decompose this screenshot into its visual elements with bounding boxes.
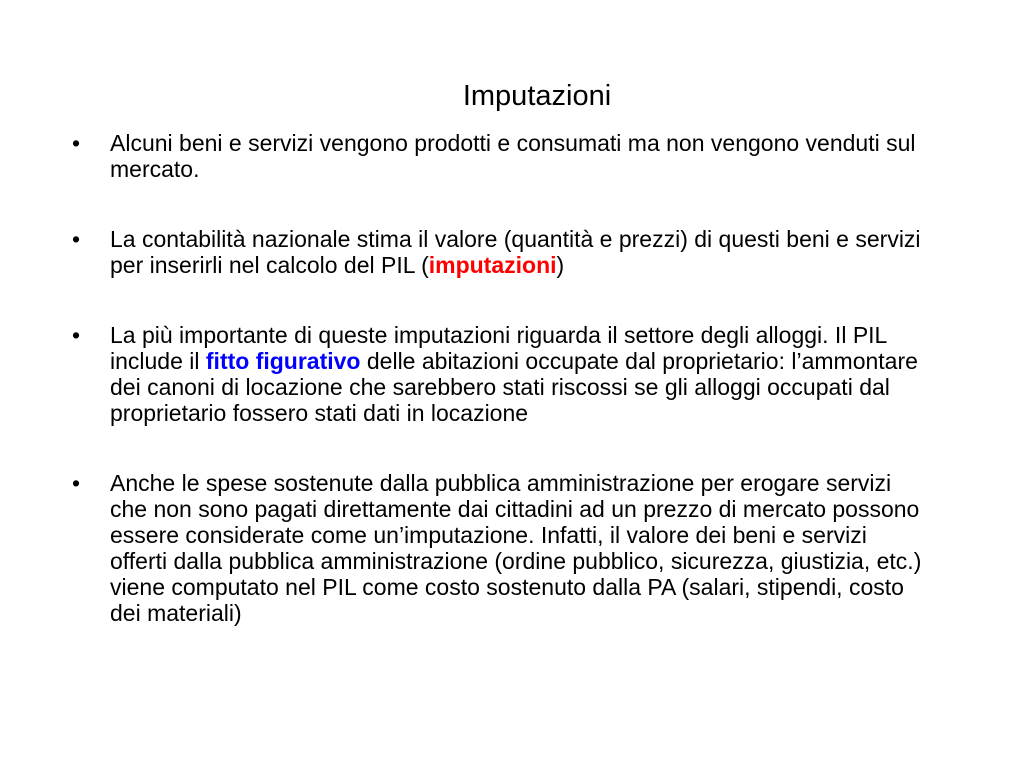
slide-title: Imputazioni [462, 80, 612, 112]
bullet-text: Alcuni beni e servizi vengono prodotti e consumati ma non vengono venduti sul mercato. [110, 130, 916, 182]
bullet-item-2 [70, 226, 930, 278]
bullet-dot-icon: • [72, 322, 81, 348]
highlight-fitto-figurativo: fitto figurativo [205, 348, 361, 374]
bullet-text-after: delle abitazioni occupate dal proprietario: l’ammontare dei canoni di locazione che sarebbero stati riscossi se gli alloggi occupati dal proprietario fossero stati dati in locazione [110, 348, 918, 426]
bullet-dot-icon: • [72, 130, 81, 156]
bullet-text-after: ) [556, 252, 565, 278]
bullet-dot-icon: • [72, 470, 81, 496]
bullet-item-3 [70, 322, 930, 426]
highlight-imputazioni: imputazioni [428, 252, 557, 278]
bullet-text: Anche le spese sostenute dalla pubblica amministrazione per erogare servizi che non sono pagati direttamente dai cittadini ad un prezzo di mercato possono essere considerate come un’imputazione. Infatti, il valore dei beni e servizi offerti dalla pubblica amministrazione (ordine pubblico, sicurezza, giustizia, etc.) viene computato nel PIL come costo sostenuto dalla PA (salari, stipendi, costo dei materiali) [110, 470, 922, 626]
bullet-item-1 [70, 130, 930, 182]
bullet-text-before: La più importante di queste imputazioni riguarda il settore degli alloggi. Il PIL include il [110, 322, 887, 374]
bullet-text-before: La contabilità nazionale stima il valore (quantità e prezzi) di questi beni e servizi per inserirli nel calcolo del PIL ( [110, 226, 921, 278]
bullet-item-4 [70, 470, 930, 626]
bullet-list [70, 130, 930, 626]
bullet-dot-icon: • [72, 226, 81, 252]
